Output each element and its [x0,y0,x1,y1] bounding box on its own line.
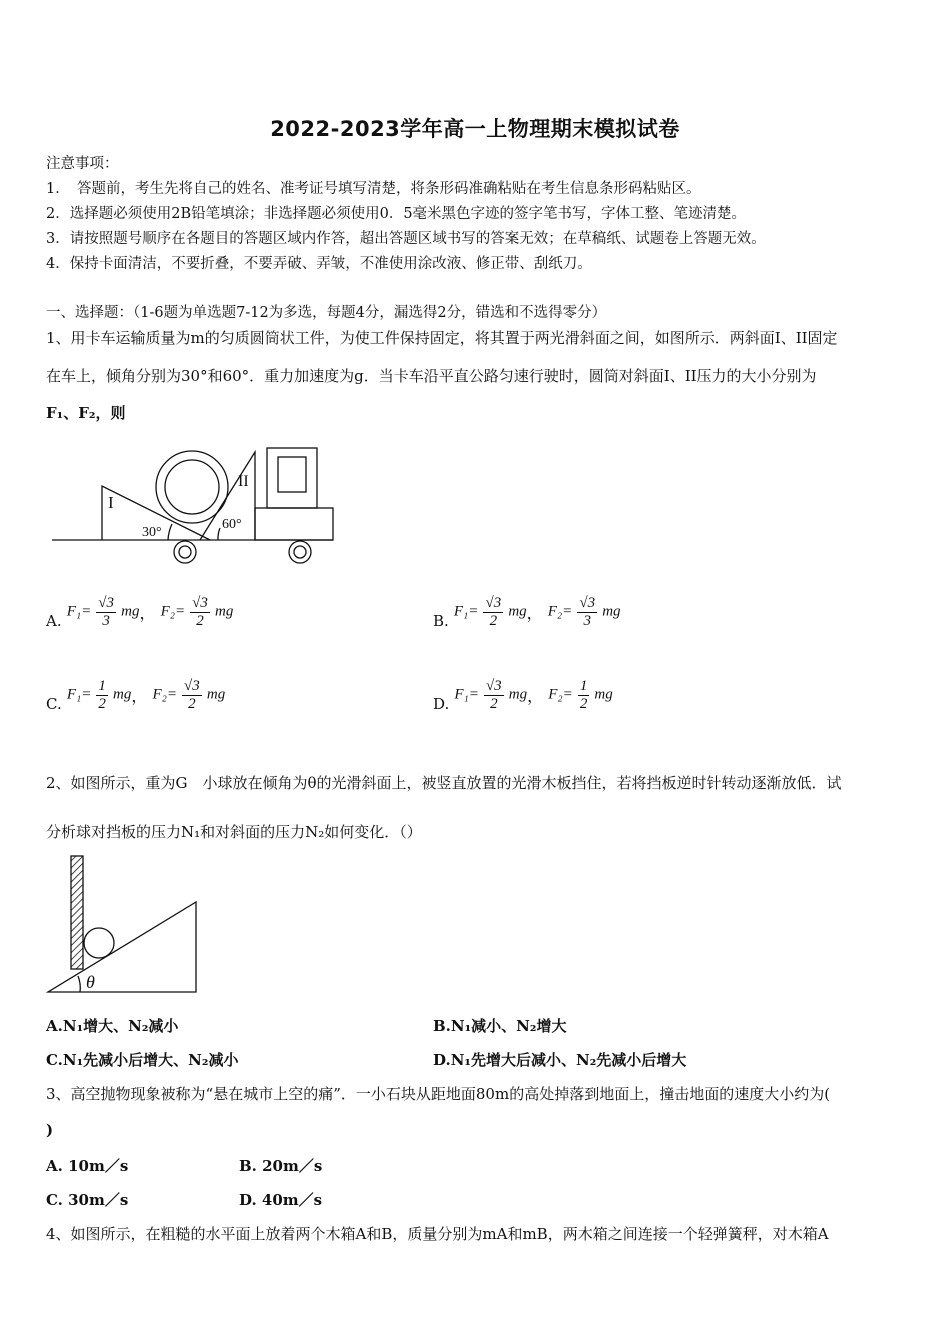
notice-item-1: 1． 答题前，考生先将自己的姓名、准考证号填写清楚，将条形码准确粘贴在考生信息条形码粘贴区。 [46,181,701,197]
f1-denominator: 2 [490,695,498,712]
separator: ， [139,603,156,623]
q2-incline-figure [44,852,204,998]
f2-label: F₂= [152,686,177,703]
f1-denominator: 2 [98,695,106,712]
f1-label: F₁= [453,603,479,620]
f1-label: F₁= [454,686,479,703]
section-heading: 一、选择题：（1-6题为单选题7-12为多选，每题4分，漏选得2分，错选和不选得零分） [46,305,607,321]
f1-fraction [483,595,503,630]
q3-option-b[interactable]: B. 20m／s [239,1157,323,1175]
q4-text-line1: 4、如图所示，在粗糙的水平面上放着两个木箱A和B，质量分别为mA和mB，两木箱之间连接一个轻弹簧秤，对木箱A [46,1225,829,1243]
notice-heading: 注意事项： [46,156,119,172]
f1-fraction [96,678,108,713]
f2-denominator: 2 [188,695,196,712]
notice-item-4: 4．保持卡面清洁，不要折叠，不要弄破、弄皱，不准使用涂改液、修正带、刮纸刀。 [46,256,592,272]
f1-label: F₁= [66,603,92,620]
separator: ， [526,603,543,623]
f2-denominator: 3 [583,612,591,629]
mg-text: mg [602,603,621,620]
option-letter: A. [46,612,62,630]
q1-option-a[interactable] [46,594,233,630]
f2-label: F₂= [160,603,186,620]
f1-numerator: √3 [485,677,502,694]
q2-option-b[interactable]: B.N₁减小、N₂增大 [433,1017,567,1035]
separator: ， [527,686,544,706]
angle-60-label: 60° [222,517,242,532]
q1-option-b[interactable] [433,594,621,630]
mg-text: mg [215,603,234,620]
f2-fraction [182,678,202,713]
incline-II-label: II [238,473,249,490]
q1-text-line2: 在车上，倾角分别为30°和60°．重力加速度为g．当卡车沿平直公路匀速行驶时，圆筒对斜面I、II压力的大小分别为 [46,367,817,385]
mg-text: mg [113,686,132,703]
f2-fraction [577,595,597,630]
f1-numerator: 1 [98,677,106,694]
f2-numerator: √3 [184,677,200,694]
q2-option-c[interactable]: C.N₁先减小后增大、N₂减小 [46,1051,239,1069]
q1-text-line1: 1、用卡车运输质量为m的匀质圆筒状工件，为使工件保持固定，将其置于两光滑斜面之间，如图所示．两斜面I、II固定 [46,329,838,347]
q3-option-d[interactable]: D. 40m／s [239,1191,323,1209]
separator: ， [131,686,148,706]
q2-option-d[interactable]: D.N₁先增大后减小、N₂先减小后增大 [433,1051,687,1069]
f1-fraction [484,678,504,713]
f1-numerator: √3 [485,594,502,611]
f2-denominator: 2 [579,695,588,712]
angle-30-label: 30° [142,525,162,540]
mg-text: mg [508,603,527,620]
q1-option-d[interactable] [433,677,613,713]
theta-label: θ [86,972,95,992]
mg-text: mg [594,686,613,703]
f2-fraction [578,678,590,713]
f2-numerator: 1 [579,677,588,694]
incline-I-label: I [108,493,114,512]
q1-option-c[interactable] [46,677,225,713]
notice-item-2: 2．选择题必须使用2B铅笔填涂；非选择题必须使用0．5毫米黑色字迹的签字笔书写，字体工整、笔迹清楚。 [46,206,747,222]
f2-numerator: √3 [192,594,208,611]
f1-numerator: √3 [98,594,115,611]
q3-text-line2: ) [46,1121,54,1139]
q2-text-line2: 分析球对挡板的压力N₁和对斜面的压力N₂如何变化．（） [46,823,422,841]
option-letter: D. [433,695,450,713]
mg-text: mg [121,603,140,620]
q2-text-line1: 2、如图所示，重为G 小球放在倾角为θ的光滑斜面上，被竖直放置的光滑木板挡住，若将挡板逆时针转动逐渐放低．试 [46,774,842,792]
f1-label: F₁= [66,686,92,703]
page-title: 2022-2023学年高一上物理期末模拟试卷 [270,117,680,141]
q3-option-c[interactable]: C. 30m／s [46,1191,129,1209]
f2-denominator: 2 [196,612,204,629]
q1-truck-figure [50,440,350,570]
q2-option-a[interactable]: A.N₁增大、N₂减小 [46,1017,179,1035]
f2-fraction [190,595,210,630]
f1-fraction [96,595,116,630]
f2-label: F₂= [547,603,573,620]
mg-text: mg [206,686,226,703]
option-letter: B. [433,612,449,630]
mg-text: mg [508,686,528,703]
f2-label: F₂= [548,686,573,703]
f1-denominator: 2 [489,612,498,629]
q1-text-line3: F₁、F₂，则 [46,404,126,422]
option-letter: C. [46,695,62,713]
q3-text-line1: 3、高空抛物现象被称为“悬在城市上空的痛”．一小石块从距地面80m的高处掉落到地面上，撞击地面的速度大小约为( [46,1085,831,1103]
f2-numerator: √3 [579,594,596,611]
f1-denominator: 3 [102,612,110,629]
notice-item-3: 3．请按照题号顺序在各题目的答题区域内作答，超出答题区域书写的答案无效；在草稿纸、试题卷上答题无效。 [46,231,766,247]
q3-option-a[interactable]: A. 10m／s [46,1157,129,1175]
